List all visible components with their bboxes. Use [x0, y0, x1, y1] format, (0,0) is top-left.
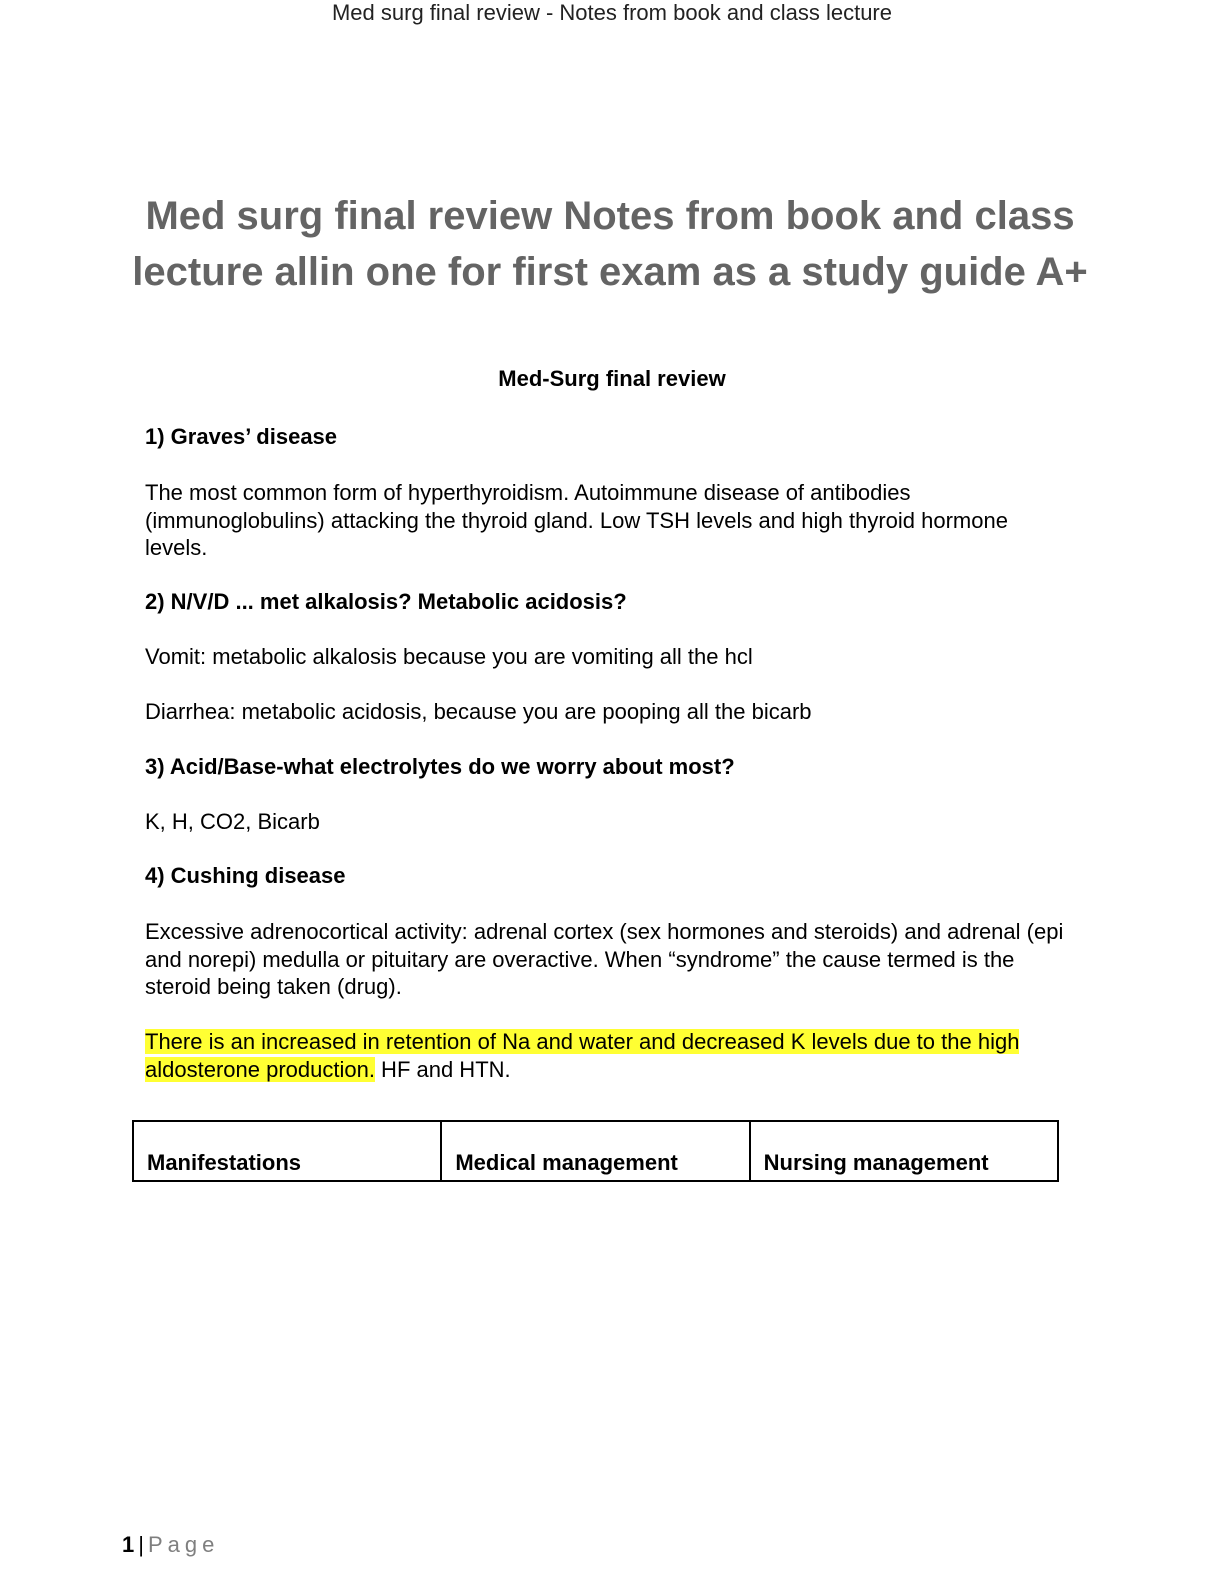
page-footer [122, 1532, 219, 1558]
section-heading-nvd: 2) N/V/D ... met alkalosis? Metabolic acidosis? [145, 589, 627, 614]
footer-page-word: Page [147, 1532, 220, 1557]
page-number: 1 [122, 1532, 135, 1557]
document-subtitle: Med-Surg final review [498, 366, 726, 391]
paragraph-cushing-highlight [145, 1028, 1065, 1083]
management-table [132, 1120, 1059, 1182]
trailing-text: HF and HTN. [374, 1056, 511, 1082]
paragraph-vomit: Vomit: metabolic alkalosis because you are vomiting all the hcl [145, 644, 753, 669]
document-title: Med surg final review Notes from book and class lecture allin one for first exam as a study guide A+ [132, 194, 1088, 294]
page-header: Med surg final review - Notes from book and class lecture [331, 0, 892, 25]
table-header-manifestations: Manifestations [133, 1121, 441, 1181]
paragraph-electrolytes: K, H, CO2, Bicarb [145, 809, 320, 834]
highlighted-text: There is an increased in retention of Na and water and decreased K levels due to the high aldosterone production. [145, 1029, 1020, 1082]
table-header-medical-management: Medical management [441, 1121, 749, 1181]
table-header-nursing-management: Nursing management [750, 1121, 1058, 1181]
section-heading-acid-base: 3) Acid/Base-what electrolytes do we worry about most? [145, 754, 735, 779]
section-heading-cushing: 4) Cushing disease [145, 863, 346, 888]
paragraph-diarrhea: Diarrhea: metabolic acidosis, because you are pooping all the bicarb [145, 699, 812, 724]
section-heading-graves: 1) Graves’ disease [145, 424, 338, 449]
paragraph-graves: The most common form of hyperthyroidism. Autoimmune disease of antibodies (immunoglobulins) attacking the thyroid gland. Low TSH levels and high thyroid hormone levels. [145, 480, 1008, 560]
paragraph-cushing: Excessive adrenocortical activity: adrenal cortex (sex hormones and steroids) and adrenal (epi and norepi) medulla or pituitary are overactive. When “syndrome” the cause termed is the steroid being taken (drug). [145, 919, 1064, 999]
footer-separator: | [138, 1532, 144, 1557]
table-header-row [133, 1121, 1058, 1181]
